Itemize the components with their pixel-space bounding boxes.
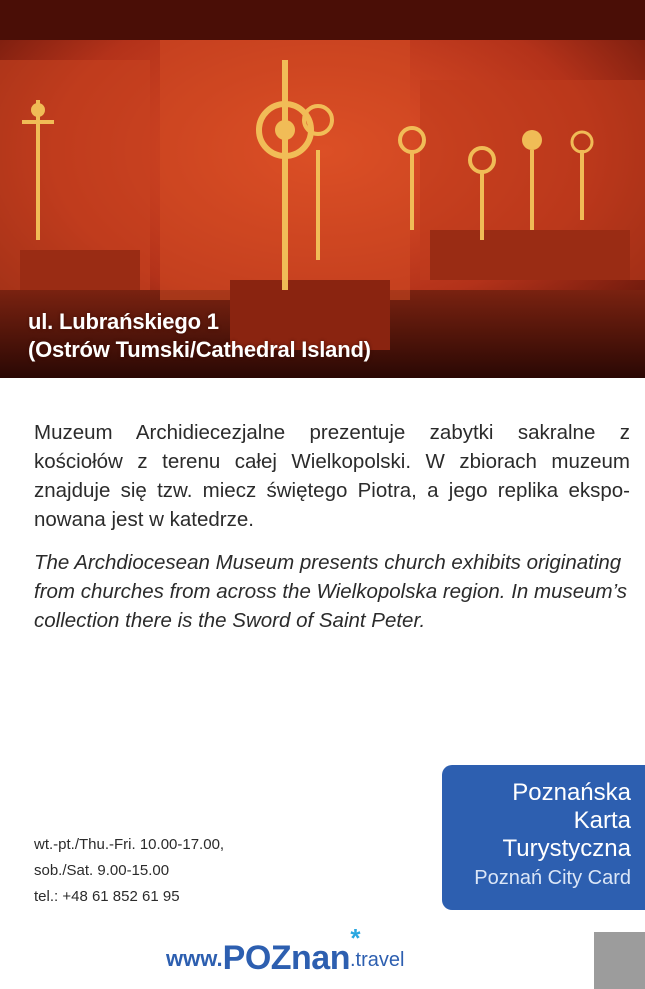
card-title-line2: Karta xyxy=(573,807,631,834)
address-caption xyxy=(28,308,371,364)
brand-name: POZnan xyxy=(222,939,350,977)
address-street: ul. Lubrańskiego 1 xyxy=(28,309,219,334)
city-card-badge xyxy=(442,765,645,910)
card-title-line1: Poznańska xyxy=(512,779,631,806)
website-link[interactable] xyxy=(166,923,405,978)
address-district: (Ostrów Tumski/Cathedral Island) xyxy=(28,337,371,362)
website-prefix: www. xyxy=(166,946,223,971)
museum-photo xyxy=(0,0,645,378)
asterisk-icon: * xyxy=(350,923,360,953)
description xyxy=(34,418,630,635)
corner-tab xyxy=(594,932,645,989)
opening-hours xyxy=(34,832,224,910)
card-subtitle: Poznań City Card xyxy=(474,867,631,889)
hours-weekdays: wt.-pt./Thu.-Fri. 10.00-17.00, xyxy=(34,836,225,853)
hours-saturday: sob./Sat. 9.00-15.00 xyxy=(34,862,170,879)
description-english: The Archdiocesean Museum presents church exhibits originating from churches from across the Wielkopolska region. In museum’s collection there is the Sword of Saint Peter. xyxy=(34,551,628,632)
description-polish: Muzeum Archidiecezjalne prezentuje zabytki sakralne z kościołów z terenu całej Wielkopolski. W zbiorach muzeum znajduje się tzw. miecz świętego Piotra, a jego replika ekspo-nowana jest w katedrze. xyxy=(34,421,630,531)
website-brand xyxy=(222,923,360,978)
website-suffix: .travel xyxy=(349,949,405,971)
phone-number: tel.: +48 61 852 61 95 xyxy=(34,888,180,905)
card-title-line3: Turystyczna xyxy=(502,835,631,862)
